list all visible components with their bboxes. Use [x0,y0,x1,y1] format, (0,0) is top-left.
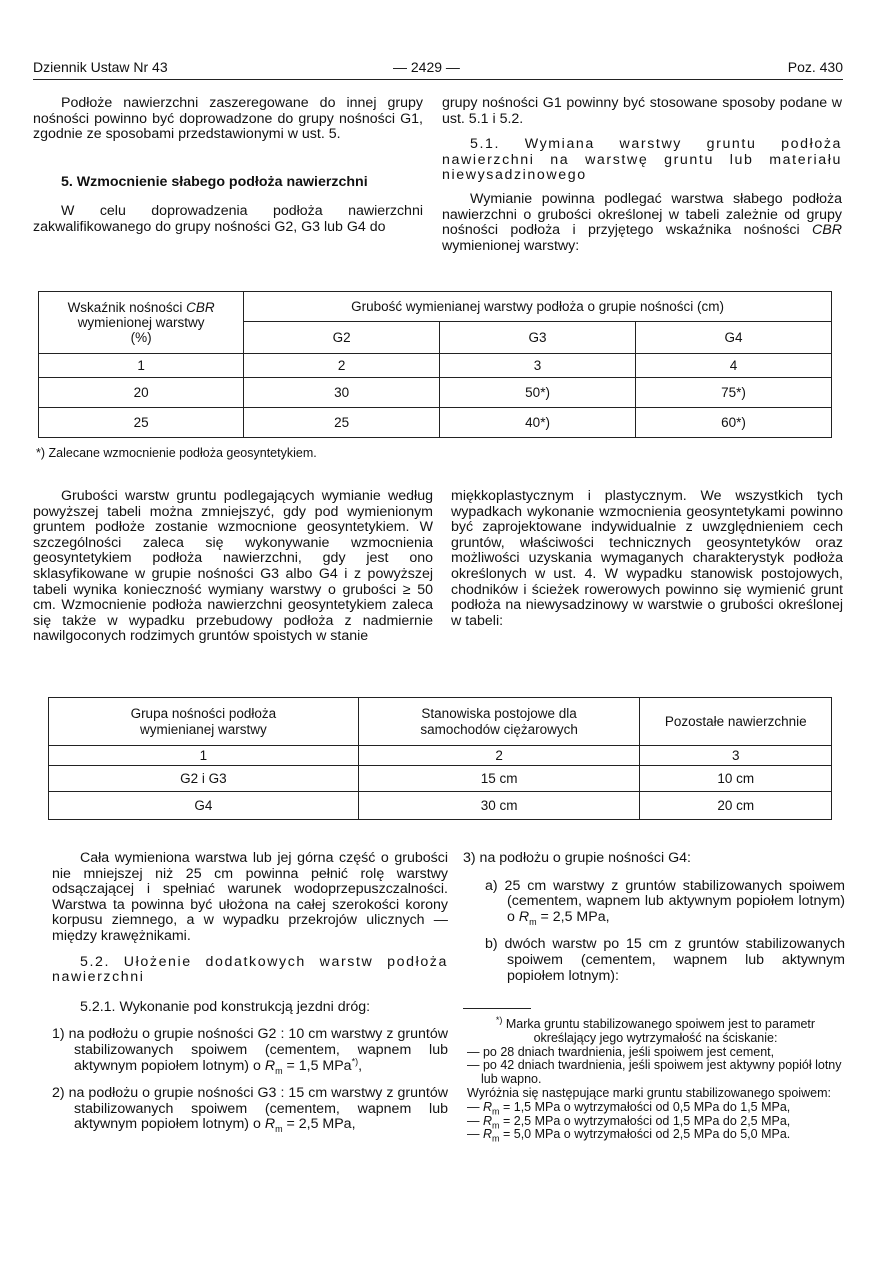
header-parking: Stanowiska postojowe dla samochodów ciężarowych [358,698,640,746]
section-5-2-heading: 5.2. Ułożenie dodatkowych warstw podłoża nawierzchni [52,953,448,986]
paragraph-section-5-1 [442,192,842,254]
cbr-term: CBR [812,222,842,239]
subscript: m [492,1120,500,1131]
cell: 40*) [440,408,636,438]
subscript: m [275,1124,283,1135]
text: = 2,5 MPa, [282,1116,356,1133]
footnote-block [463,1014,848,1144]
cell: 15 cm [358,766,640,792]
cell: 75*) [636,378,832,408]
cell: 20 [39,378,244,408]
text: = 5,0 MPa o wytrzymałości od 2,5 MPa do 5,0 MPa. [499,1127,791,1142]
text: = 1,5 MPa [282,1057,352,1074]
text: Wymianie powinna podlegać warstwa słabego podłoża nawierzchni o grubości określonej w tabeli zależnie od grupy nośności podłoża i przyjętego wskaźnika nośności [442,190,842,239]
rm-symbol: R [482,1099,493,1114]
footnote-marker: *) [495,1014,503,1025]
cell: G2 i G3 [49,766,359,792]
rm-symbol: R [264,1116,276,1133]
header-g3: G3 [440,322,636,354]
section-5-2-1-heading: 5.2.1. Wykonanie pod konstrukcją jezdni dróg: [80,998,371,1015]
rm-symbol: R [264,1057,276,1074]
text: wymienionej warstwy: [442,237,580,254]
position-number: Poz. 430 [787,59,843,75]
table-row [39,378,832,408]
top-right-column [442,96,842,254]
text: = 1,5 MPa o wytrzymałości od 0,5 MPa do 1,5 MPa, [499,1099,791,1114]
cell: G4 [49,792,359,820]
footnote-grade-item [467,1101,848,1115]
table-row [39,354,832,378]
cell: 50*) [440,378,636,408]
bottom-left-column [52,851,448,1133]
section-5-heading: 5. Wzmocnienie słabego podłoża nawierzchni [61,173,368,190]
cbr-thickness-table [38,291,832,438]
footnote-grades-intro: Wyróżnia się następujące marki gruntu stabilizowanego spoiwem: [467,1085,831,1100]
table-1-footnote: *) Zalecane wzmocnienie podłoża geosyntetykiem. [36,446,317,460]
text: 1) na podłożu o grupie nośności G2 : 10 cm warstwy z gruntów stabilizowanych spoiwem (cementem, wapnem lub aktywnym popiołem lotnym) o [52,1026,448,1074]
header-cbr [39,292,244,354]
text: Wskaźnik nośności [67,300,187,315]
header-group: Grupa nośności podłoża wymienianej warstwy [49,698,359,746]
subscript: m [492,1106,500,1117]
cell: 3 [640,746,832,766]
paragraph-intro: Podłoże nawierzchni zaszeregowane do innej grupy nośności powinno być doprowadzone do grupy nośności G1, zgodnie ze sposobami przedstawionymi w ust. 5. [33,95,423,143]
cell: 3 [440,354,636,378]
subscript: m [492,1133,500,1144]
cell: 30 [244,378,440,408]
middle-left-column [33,489,433,645]
list-item-3b: b) dwóch warstw po 15 cm z gruntów stabilizowanych spoiwem (cementem, wapnem lub aktywnym popiołem lotnym): [485,936,845,984]
rm-symbol: R [482,1127,493,1142]
cell: 2 [244,354,440,378]
page-number: — 2429 — [393,59,460,75]
paragraph-drainage-layer: Cała wymieniona warstwa lub jej górna część o grubości nie mniejszej niż 25 cm powinna pełnić rolę warstwy odsączającej i spełniać warunek wodoprzepuszczalności. Warstwa ta powinna być ułożona na całej szerokości korony korpusu ziemnego, a w wypadku przekrojów ulicznych — między krawężnikami. [52,850,448,944]
table-row [39,408,832,438]
section-5-1-heading: 5.1. Wymiana warstwy gruntu podłoża nawierzchni na warstwę gruntu lub materiału niewysadzinowego [442,136,842,184]
cell: 10 cm [640,766,832,792]
header-divider [33,79,843,80]
subscript: m [529,916,537,927]
table-row [49,792,832,820]
paragraph-geosynthetics: Grubości warstw gruntu podlegających wymianie według powyższej tabeli można zmniejszyć, gdy pod wymienionym gruntem podłoże zostanie wzmocnione geosyntetykiem. W szczególności zaleca się wykonywanie wzmocnienia geosyntetykiem podłoża nawierzchni, gdy jest ono sklasyfikowane w grupie nośności G3 albo G4 i z powyższej tabeli wynika konieczność wymiany warstwy o grubości ≥ 50 cm. Wzmocnienie podłoża nawierzchni geosyntetykiem zaleca się także w wypadku przebudowy podłoża z nadmiernie nawilgoconych rodzimych gruntów spoistych w stanie [33,488,433,645]
header-other: Pozostałe nawierzchnie [640,698,832,746]
cell: 25 [244,408,440,438]
list-item-2 [52,1086,448,1133]
footnote-marker: *) [351,1055,359,1066]
footnote-dash-item: — po 42 dniach twardnienia, jeśli spoiwem jest aktywny popiół lotny lub wapno. [467,1058,842,1087]
text: Marka gruntu stabilizowanego spoiwem jest to parametr określający jego wytrzymałość na ściskanie: [502,1017,816,1045]
footnote-grade-item [467,1128,848,1142]
text: = 2,5 MPa o wytrzymałości od 1,5 MPa do 2,5 MPa, [499,1113,791,1128]
paragraph-geosynthetics-continued: miękkoplastycznym i plastycznym. We wszystkich tych wypadkach wykonanie wzmocnienia geosyntetykami powinno być zaprojektowane indywidualnie z uwzględnieniem cech gruntów, właściwości technicznych geosyntetyków oraz możliwości uzyskania wymaganych charakterystyk podłoża określonych w ust. 4. W wypadku stanowisk postojowych, chodników i ścieżek rowerowych powinno się wymienić grunt podłoża na niewysadzinowy w warstwie o grubości określonej w tabeli: [451,488,843,629]
table-row [49,746,832,766]
text: a) 25 cm warstwy z gruntów stabilizowanych spoiwem (cementem, wapnem lub aktywnym popiołem lotnym) o [485,877,845,925]
top-left-column [33,96,423,236]
replacement-layer-table [48,697,832,820]
cell: 1 [39,354,244,378]
rm-symbol: R [518,908,530,925]
header-g2: G2 [244,322,440,354]
cell: 20 cm [640,792,832,820]
rm-symbol: R [482,1113,493,1128]
text: 2) na podłożu o grupie nośności G3 : 15 cm warstwy z gruntów stabilizowanych spoiwem (cementem, wapnem lub aktywnym popiołem lotnym) o [52,1085,448,1133]
text: — [467,1113,483,1128]
cell: 25 [39,408,244,438]
cell: 30 cm [358,792,640,820]
header-g4: G4 [636,322,832,354]
text: wymienionej warstwy [77,315,205,330]
list-item-1 [52,1027,448,1074]
list-item-3: 3) na podłożu o grupie nośności G4: [463,850,691,866]
footnote-grade-item [467,1115,848,1129]
page-header [33,59,843,79]
cell: 2 [358,746,640,766]
text: — [467,1099,483,1114]
cell: 4 [636,354,832,378]
text: (%) [130,330,152,345]
journal-title: Dziennik Ustaw Nr 43 [33,59,168,75]
list-item-3a [485,879,845,926]
paragraph-continuation: grupy nośności G1 powinny być stosowane sposoby podane w ust. 5.1 i 5.2. [442,95,842,127]
table-row [49,766,832,792]
bottom-right-column [463,851,845,984]
subscript: m [275,1065,283,1076]
header-thickness-group: Grubość wymienianej warstwy podłoża o grupie nośności (cm) [244,292,832,322]
footnote-dash-item: — po 28 dniach twardnienia, jeśli spoiwem jest cement, [467,1044,775,1059]
text: — [467,1127,483,1142]
footnote-divider [463,1008,531,1009]
footnote-definition [463,1014,848,1046]
paragraph-section-5: W celu doprowadzenia podłoża nawierzchni zakwalifikowanego do grupy nośności G2, G3 lub G4 do [33,203,423,235]
cbr-term: CBR [186,300,215,315]
cell: 60*) [636,408,832,438]
middle-right-column [451,489,843,629]
text: = 2,5 MPa, [536,908,610,925]
text: , [358,1057,363,1074]
cell: 1 [49,746,359,766]
